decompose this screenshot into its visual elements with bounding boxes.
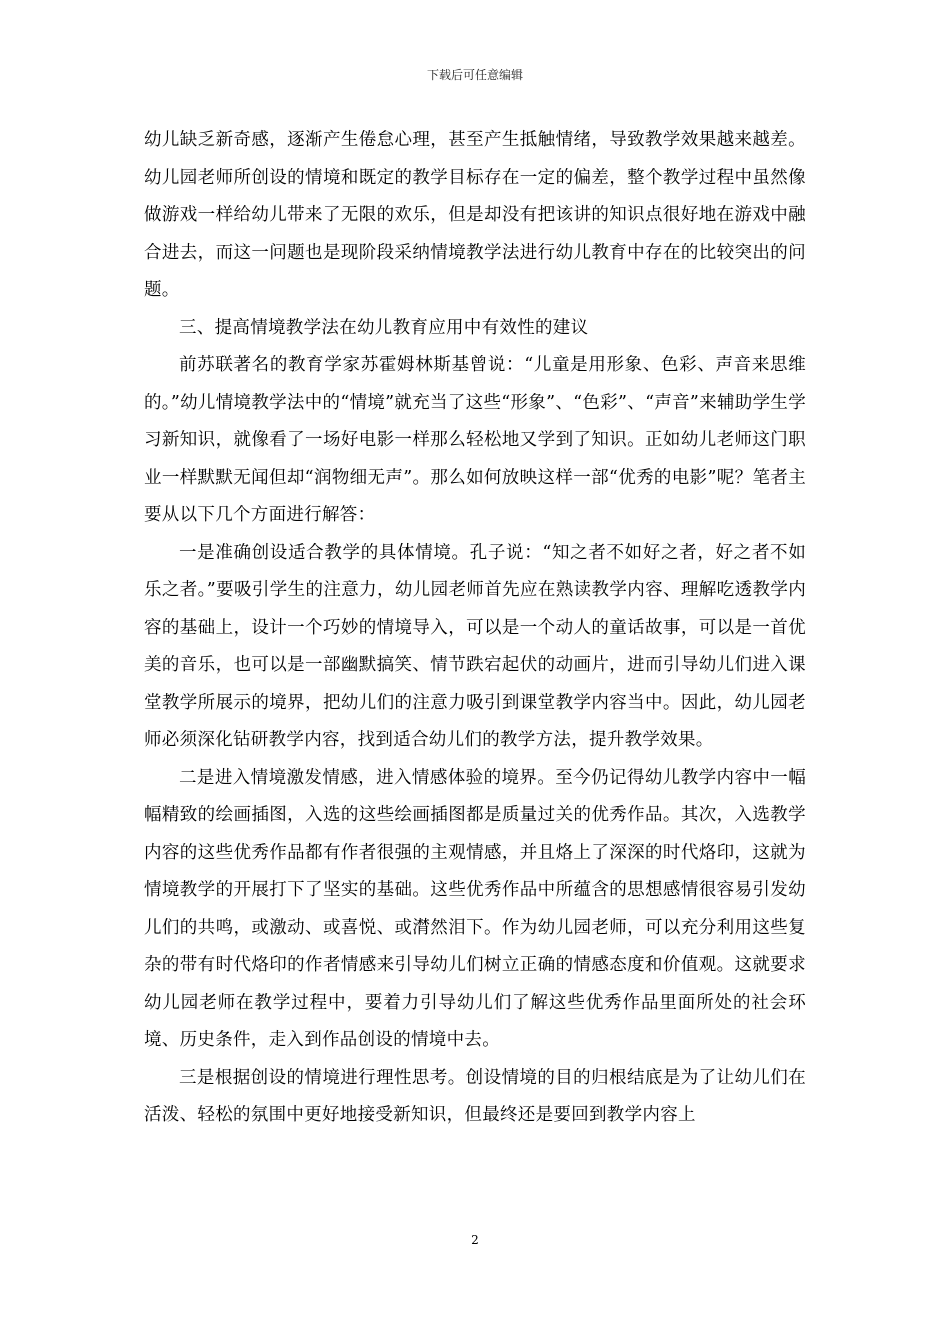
paragraph: 前苏联著名的教育学家苏霍姆林斯基曾说：“儿童是用形象、色彩、声音来思维的。”幼儿情境教学法中的“情境”就充当了这些“形象”、“色彩”、“声音”来辅助学生学习新知识，就像看了一场好电影一样那么轻松地又学到了知识。正如幼儿老师这门职业一样默默无闻但却“润物细无声”。那么如何放映这样一部“优秀的电影”呢？笔者主要从以下几个方面进行解答： xyxy=(144,355,806,525)
section-heading: 三、提高情境教学法在幼儿教育应用中有效性的建议 xyxy=(179,317,589,338)
paragraph-continuation: 幼儿缺乏新奇感，逐渐产生倦怠心理，甚至产生抵触情绪，导致教学效果越来越差。幼儿园老师所创设的情境和既定的教学目标存在一定的偏差，整个教学过程中虽然像做游戏一样给幼儿带来了无限的欢乐，但是却没有把该讲的知识点很好地在游戏中融合进去，而这一问题也是现阶段采纳情境教学法进行幼儿教育中存在的比较突出的问题。 xyxy=(144,130,806,300)
page-number: 2 xyxy=(471,1233,479,1247)
page-header: 下载后可任意编辑 xyxy=(426,68,523,82)
paragraph: 三是根据创设的情境进行理性思考。创设情境的目的归根结底是为了让幼儿们在活泼、轻松的氛围中更好地接受新知识，但最终还是要回到教学内容上 xyxy=(144,1067,806,1125)
paragraph: 二是进入情境激发情感，进入情感体验的境界。至今仍记得幼儿教学内容中一幅幅精致的绘画插图，入选的这些绘画插图都是质量过关的优秀作品。其次，入选教学内容的这些优秀作品都有作者很强的主观情感，并且烙上了深深的时代烙印，这就为情境教学的开展打下了坚实的基础。这些优秀作品中所蕴含的思想感情很容易引发幼儿们的共鸣，或激动、或喜悦、或潸然泪下。作为幼儿园老师，可以充分利用这些复杂的带有时代烙印的作者情感来引导幼儿们树立正确的情感态度和价值观。这就要求幼儿园老师在教学过程中，要着力引导幼儿们了解这些优秀作品里面所处的社会环境、历史条件，走入到作品创设的情境中去。 xyxy=(144,767,806,1050)
paragraph: 一是准确创设适合教学的具体情境。孔子说：“知之者不如好之者，好之者不如乐之者。”要吸引学生的注意力，幼儿园老师首先应在熟读教学内容、理解吃透教学内容的基础上，设计一个巧妙的情境导入，可以是一个动人的童话故事，可以是一首优美的音乐，也可以是一部幽默搞笑、情节跌宕起伏的动画片，进而引导幼儿们进入课堂教学所展示的境界，把幼儿们的注意力吸引到课堂教学内容当中。因此，幼儿园老师必须深化钻研教学内容，找到适合幼儿们的教学方法，提升教学效果。 xyxy=(144,542,806,750)
body-text xyxy=(144,122,806,1135)
